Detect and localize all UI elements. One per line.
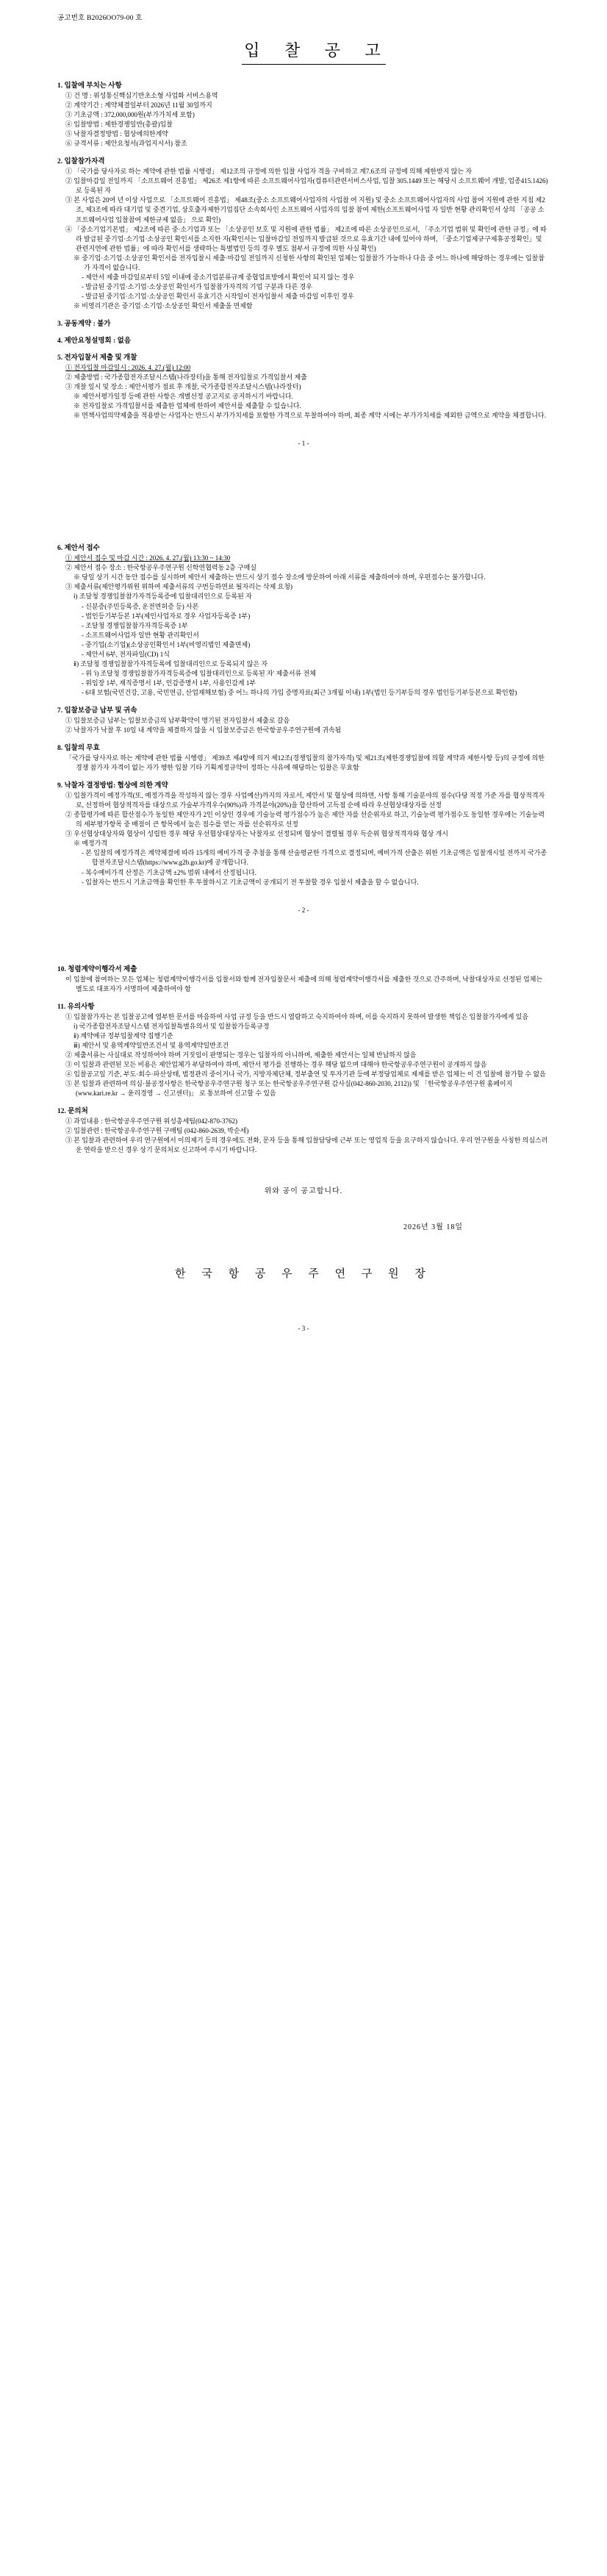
note-item: ※ 면책사업의약제출을 적용받는 사업자는 반드시 부가가치세를 포함한 가격으로 투찰하여야 하며, 최종 계약 시에는 부가가치세를 제외한 금액으로 계약을 체결합니다. (73, 412, 546, 420)
list-item: ② 제출서류는 사실대로 작성하여야 하며 거짓임이 판명되는 경우는 입찰자의 아니하며, 제출한 제안서는 일체 반납하지 않음 (65, 1051, 417, 1059)
list-item: ③ 기초금액 : 372,000,000원(부가가치세 포함) (65, 111, 195, 119)
list-item: - 소프트웨어사업자 일반 현황 관리확인서 (82, 631, 199, 639)
section-3-heading: 3. 공동계약 : 불가 (57, 320, 111, 328)
document-number: 공고번호 B2026OO79-00 호 (57, 15, 143, 22)
list-item: ③ 본 사업은 20여 년 이상 사업으로 「소프트웨어 진흥법」 제48조(중소 소프트웨어사업자의 사업참 여 지원) 및 중소 소프트웨어사업자의 사업 참여 지원에 관한 지침 제2조, 제3조에 따라 대기업 및 중견기업, 상호출자제한기업집단 소속회사인 소프트웨어 사업자의 입찰 참여 제한(소프트웨어사업 자 일반 현황 관리확인서 상의 「공공 소프트웨어사업 입찰참여 제한규제 없음」 으로 확인) (65, 196, 545, 223)
list-item: - 신분증(주민등록증, 운전면허증 등) 사본 (82, 602, 199, 610)
list-item: ⑤ 본 입찰과 관련하여 의심·불공정사항은 한국항공우주연구원 청구 또는 한국항공우주연구원 감사실(042-860-2030, 2112)) 및 「한국항공우주연구원 홈페이지(www.kari.re.kr → 윤리경영 → 신고센터)」 로 통보하여 신고할 수 있음 (65, 1080, 513, 1098)
issue-date: 2026년 3월 18일 (403, 1223, 463, 1232)
section-4-heading: 4. 제안요청설명회 : 없음 (57, 337, 132, 345)
list-item: ① 전자입찰 마감일시 : 2026. 4. 27.(월) 12:00 (65, 363, 191, 371)
list-item: ① 입찰가격이 예정가격(또, 예정가격을 작성하지 않는 경우 사업예산)까지의 자로서, 제안서 및 협상에 의하면, 사항 통해 기술분야의 점수(다당 적정 가준 자를 협상적격자로, 선정하여 협상적격자를 대상으로 가술부가격우수(90%)과 가격분야(20%)을 합산하여 고득점 순에 따라 우선협상대상자를 선정 (65, 792, 545, 809)
list-item: ⑥ 규격서류 : 제안요청서(과업지시서) 참조 (65, 140, 187, 148)
list-item: - 복수예비가격 산정은 기초금액 ±2% 범위 내에서 산정됩니다. (82, 868, 256, 876)
list-item: ③ 본 입찰과 관련하여 우리 연구원에서 이의제기 등의 경우에도 전화, 문자 등을 통해 입찰담당에 근부 또는 영업직 등을 요구하지 않습니다. 우리 연구원을 사칭한 의심스러운 연락을 받으신 경우 상기 문의처로 신고하여 주시기 바랍니다. (65, 1137, 548, 1154)
list-item: - 제안서 6부, 전자파일(CD) 1식 (82, 650, 170, 658)
list-item: ② 낙찰자가 낙찰 후 10일 내 계약을 체결하지 않을 시 입찰보증금은 한국항공우주연구원에 귀속됨 (65, 726, 342, 734)
list-item: ④ 「중소기업기본법」 제2조에 따른 중·소기업과 또는 「소상공인 보호 및 지원에 관한 법률」 제2조에 따른 소상공인으로서, 「주소기업 범위 및 확인에 관한 규정」에 따라 발급된 중기업·소기업·소상공인 확인서를 소지한 자(확인서는 입찰마감일 전일까지 발급된 것으로 유효기간 내에 있어야 하며, 「중소기업제규구제휴공정확인」및 관련지연에 관한 법률」에 따라 확인서를 생략하는 특별법인 등의 경우 별도 첨부서 규정에 의한 사실 확인) (65, 225, 547, 252)
section-10-heading: 10. 청렴계약이행각서 제출 (57, 965, 137, 973)
list-item: - 입찰자는 반드시 기초금액을 확인한 후 투찰하시고 기초금액이 공개되기 전 투찰할 경우 입찰서 제출을 할 수 없습니다. (82, 878, 419, 886)
list-item: ⅰ) 조달청 경쟁입찰참가자격등록증에 입찰대리인으로 등록된 자 (73, 593, 252, 601)
list-item: ③ 개찰 일시 및 장소 : 제안서평가 점료 후 개찰, 국가종합전자조달시스템(나라장터) (65, 383, 301, 391)
list-item: ② 종합평가에 따른 합산점수가 동일한 제안자가 2인 이상인 경우에 기술능력 평가점수가 높은 제안 자를 선순위자로 하고, 기술능력 평가점수도 동일한 경우에는 기술능력의 세부평가항목 중 배점이 큰 항목에서 높은 점수를 얻는 자를 선순위자로 선정 (65, 811, 545, 829)
section-1-heading: 1. 입찰에 부치는 사항 (57, 82, 122, 90)
section-2-heading: 2. 입찰참가자격 (57, 158, 105, 166)
page-number: - 2 - (298, 906, 309, 914)
note-item: ※ 중기업·소기업·소상공인 확인서를 전자입찰시 제출·마감일 전일까지 신청한 사항의 확인된 업체는 입찰참가 가능하나 다음 중 어느 하나에 해당하는 경우에는 입찰참가 자격이 없습니다. (73, 254, 545, 271)
list-item: ② 입찰마감일 전일까지 「소프트웨어 진흥법」 제26조 제1항에 따른 소프트웨어사업자(컴퓨터관련서비스사업, 입찰 305.1449 또는 해당시 소프트웨어 개발, 업종415.1426)로 등록된 자 (65, 177, 548, 195)
list-item: - 중기업(소기업)(소상공인확인서 1부(비영리법인 제출면제) (82, 640, 251, 648)
list-item: ③ 우선협상대상자와 협상이 성립한 경우 해당 우선협상대상자는 낙찰자로 선정되며 협상이 결렬될 경우 득순위 협상적격자와 협상 개시 (65, 830, 448, 838)
list-item: ① 입찰참가자는 본 입찰공고에 열부한 문서를 마음하여 사업 규정 등을 반드시 열람하고 숙지하여야 하며, 이를 숙지하지 못하여 발생한 책임은 입찰참가자에게 있음 (65, 1012, 529, 1020)
list-item: ① 과업내용 : 한국항공우주연구원 위성총세팀(042-870-3762) (65, 1117, 237, 1126)
note-item: ※ 전자입찰로 가격입찰서를 제출한 업체에 한하여 제안서를 제출할 수 있습니다. (73, 402, 301, 410)
note-item: ※ 예정가격 (73, 840, 108, 848)
section-9-heading: 9. 낙찰자 결정방법: 협상에 의한 계약 (57, 782, 168, 790)
list-item: - 발급된 중기업·소기업·소상공인 확인서가 입찰참가자격의 기업 구분과 다른 경우 (82, 282, 312, 290)
list-item: - 제안서 제출 마감일로부터 5일 이내에 중소기업분류규계 중협업표방에서 확인이 되지 않는 경우 (82, 273, 355, 281)
note-item: ※ 제안서평가일정 등에 관한 사항은 개별선정 공고지로 공지하시기 바랍니다. (73, 393, 293, 401)
list-item: ① 「국가를 당사자로 하는 계약에 관한 법률 시행령」 제12조의 규정에 의한 입찰 사업자 격을 구비하고 계7.6조의 규정에 의해 제한받지 않는 자 (65, 168, 473, 176)
list-item: ③ 제출서류(제안평가위원 위하여 제출서류의 구번등하연료 될자리는 삭제 요청) (65, 583, 292, 591)
list-item: - 법인등기부등본 1부(제인사업자로 경우 사업자등록증 1부) (82, 612, 251, 620)
section-11-heading: 11. 유의사항 (57, 1003, 95, 1011)
list-item: ② 제출방법 : 국가종합전자조달시스템(나라장터)을 통해 전자입찰로 가격입찰서 제출 (65, 373, 307, 382)
page-number: - 1 - (298, 440, 309, 448)
page-title: 입 찰 공 고 (244, 41, 391, 60)
note-item: ※ 비영리기관은 중기업·소기업·소상공인 확인서 제출을 면제함 (73, 301, 253, 310)
list-item: ⅲ) 제안서 및 용역계약일반조건서 및 용역계약일반조건 (73, 1041, 229, 1049)
section-6-heading: 6. 제안서 접수 (57, 545, 100, 553)
section-12-heading: 12. 문의처 (57, 1108, 88, 1116)
list-item: ④ 입찰방법 : 제한경쟁일반(총괄)입찰 (65, 121, 173, 129)
list-item: ⅱ) 계약예규 정부입찰계약 집행기준 (73, 1031, 173, 1040)
list-item: ② 계약기간 : 계약체결일부터 2026년 11월 30일까지 (65, 101, 212, 110)
list-item: - 본 입찰의 예정가격은 계약체결에 따라 15개의 예비가격 중 추첨을 통해 산술평균한 가격으로 결정되며, 예비가격 산출은 위한 기초금액은 입찰개시일 전까지 국가종합전자조달시스템(https://www.g2b.go.kr)에 공개합니다. (82, 849, 547, 867)
list-item: - 위 'ⅰ) 조달청 경쟁입찰참가자격등록증에 입찰대리인으로 등록된 자' 제출서류 전체 (82, 669, 316, 677)
list-item: ④ 입찰공고일 기준, 부도·회수·파산상태, 법정관리 중이거나 국가, 지방자체단체, 정부출연 및 투자기관 등에 부정당업체로 제재를 받은 업체는 이 건 입찰에 참가할 수 없음 (65, 1070, 546, 1078)
list-item: ① 입찰보증금 납부는 입찰보증금의 납부확약이 명기된 전자입찰서 제출로 갈음 (65, 716, 290, 724)
issuing-organization: 한 국 항 공 우 주 연 구 원 장 (175, 1268, 432, 1281)
list-item: - 6대 보험(국민건강, 고용, 국민연금, 산업재해보험) 중 어느 하나의 가입 증명자료(최근 3개월 이내) 1부(법인 등기부등의 경우 법인등기부등본으로 확인함) (82, 688, 517, 696)
page-3 (0, 963, 607, 1352)
list-item: ⑤ 낙찰자결정방법 : 협상에의한계약 (65, 130, 168, 138)
list-item: ① 건 명 : 위성통신핵심기반초소형 사업화 서비스용역 (65, 92, 218, 99)
page-2 (0, 542, 607, 956)
list-item: ⅰ) 국가종합전자조달시스템 전자입찰특별유의서 및 입찰참가등록규정 (73, 1022, 270, 1030)
title-underline (242, 64, 386, 65)
list-item: - 위임장 1부, 재직증명서 1부, 인감증명서 1부, 사용인감계 1부 (82, 679, 256, 687)
list-item: ③ 이 입찰과 관련된 모든 비용은 제안업체가 부담하여야 하며, 제안서 평가를 진행하는 경우 해당 없으며 대해야 한국항공우주연구원이 공개하지 않음 (65, 1060, 487, 1068)
closing-statement: 위와 공이 공고합니다. (264, 1187, 343, 1196)
list-item: ⅱ) 조달청 경쟁입찰참가자격등록에 입찰대리인으로 등록되지 않은 자 (73, 659, 268, 668)
list-item: - 발급된 중기업·소기업·소상공인 확인서 유효기간 시작일이 전자입찰서 제출 마감일 이후인 경우 (82, 292, 354, 300)
list-item: - 조달청 경쟁입찰참가자격등록증 1부 (82, 621, 188, 629)
list-item: 「국가를 당사자로 하는 계약에 관한 법률 시행령」 제39조 제4항에 의거 제12조(경쟁입찰의 참가자격) 및 제21조(제한경쟁입찰에 의할 계약과 제한사항 등)의 규정에 의한 경쟁 참가자 자격이 없는 자가 행한 입찰 기타 기획계정규약이 정하는 사유에 해당하는 입찰은 무효함 (65, 754, 545, 772)
list-item: 이 입찰에 참여하는 모든 업체는 청렴계약이행각서를 입찰서와 함께 전자입찰문서 제출에 의해 청렴계약이행각서를 제출한 것으로 간주하며, 낙찰대상자로 선정된 업체는 별도로 대표자가 서명하여 제출하여야 함 (65, 975, 543, 992)
list-item: ① 제안서 접수 및 마감 시간 : 2026. 4. 27.(월) 13:30 ~ 14:30 (65, 554, 231, 562)
note-item: ※ 당일 상기 시간 동안 접수를 실시하며 제안서 제출하는 반드시 상기 접수 장소에 방문하여 아래 서류를 제출하여야 하며, 우편접수는 불가합니다. (73, 573, 486, 582)
list-item: ② 제안서 접수 장소 : 한국항공우주연구원 신학연협력동 2층 구매실 (65, 564, 257, 572)
section-5-heading: 5. 전자입찰서 제출 및 개찰 (57, 354, 137, 362)
page-1 (0, 0, 607, 535)
page-number: - 3 - (298, 1325, 309, 1333)
list-item: ② 입찰관련 : 한국항공우주연구원 구매팀 (042-860-2639, 박순세) (65, 1127, 249, 1135)
section-7-heading: 7. 입찰보증금 납부 및 귀속 (57, 706, 137, 715)
section-8-heading: 8. 입찰의 무효 (57, 745, 100, 753)
